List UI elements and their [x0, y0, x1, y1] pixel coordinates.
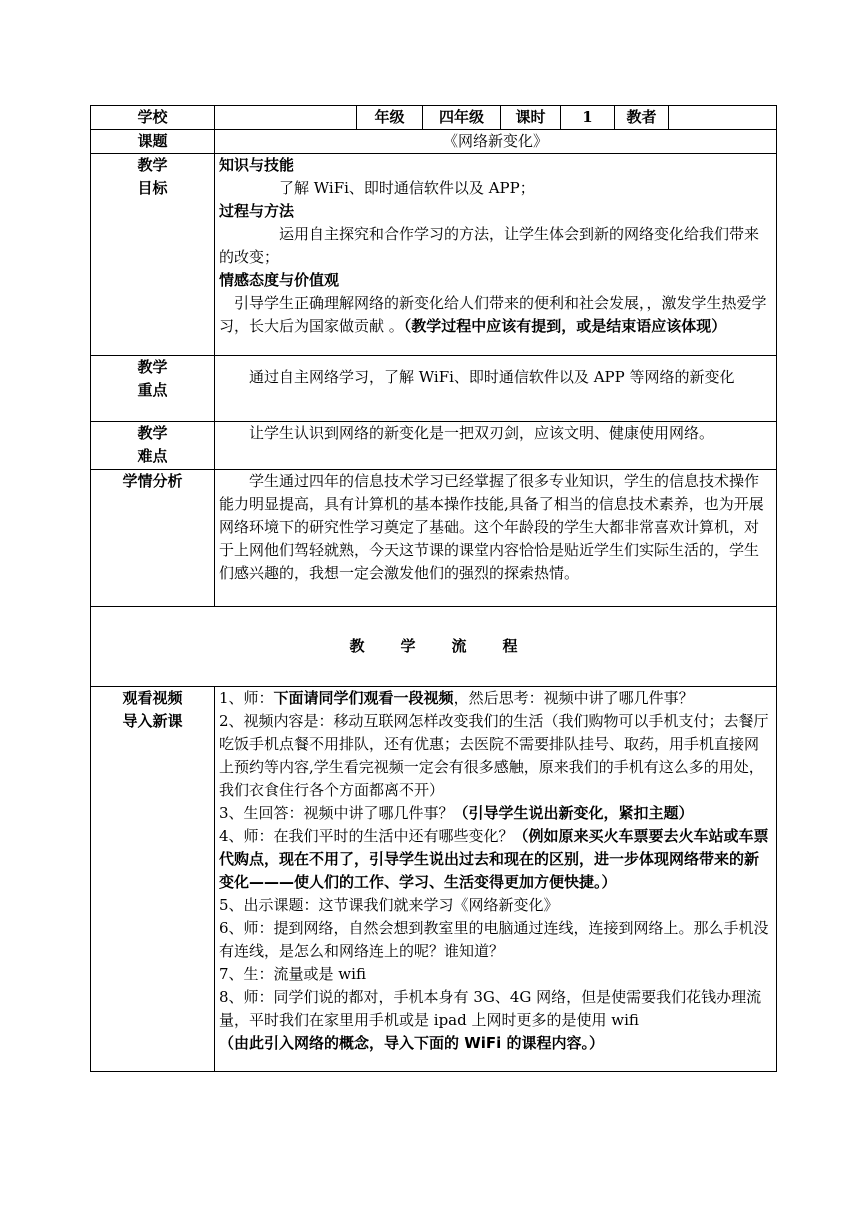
intro-step-7: 7、生：流量或是 wifi — [219, 965, 366, 983]
flow-char-4: 程 — [502, 637, 518, 655]
period-label: 课时 — [501, 106, 561, 130]
intro-content — [215, 687, 777, 1072]
school-label: 学校 — [91, 106, 215, 130]
intro-step-3: 3、生回答：视频中讲了哪几件事？（引导学生说出新变化，紧扣主题） — [219, 804, 694, 822]
header-row — [91, 106, 777, 130]
flow-title — [91, 607, 777, 687]
period-value: 1 — [561, 106, 615, 130]
intro-step-5: 5、出示课题：这节课我们就来学习《网络新变化》 — [219, 896, 559, 914]
goals-process-text: 运用自主探究和合作学习的方法，让学生体会到新的网络变化给我们带来的改变； — [219, 225, 760, 266]
goals-attitude-text: 引导学生正确理解网络的新变化给人们带来的便利和社会发展，，激发学生热爱学习，长大后为国家做贡献 。（教学过程中应该有提到，或是结束语应该体现） — [219, 294, 767, 335]
analysis-text: 学生通过四年的信息技术学习已经掌握了很多专业知识，学生的信息技术操作能力明显提高，具有计算机的基本操作技能,具备了相当的信息技术素养，也为开展网络环境下的研究性学习奠定了基础。这个年龄段的学生大都非常喜欢计算机，对于上网他们驾轻就熟，今天这节课的课堂内容恰恰是贴近学生们实际生活的，学生们感兴趣的，我想一定会激发他们的强烈的探索热情。 — [219, 472, 764, 582]
analysis-row — [91, 470, 777, 607]
flow-title-row — [91, 607, 777, 687]
goals-label — [91, 154, 215, 356]
grade-value: 四年级 — [423, 106, 501, 130]
difficulty-text: 让学生认识到网络的新变化是一把双刃剑，应该文明、健康使用网络。 — [249, 424, 715, 442]
difficulty-label-line2: 难点 — [137, 447, 168, 465]
intro-label — [91, 687, 215, 1072]
intro-label-line2: 导入新课 — [122, 712, 183, 730]
focus-text: 通过自主网络学习，了解 WiFi、即时通信软件以及 APP 等网络的新变化 — [249, 368, 735, 386]
focus-label-line2: 重点 — [137, 381, 168, 399]
difficulty-row — [91, 422, 777, 470]
analysis-label: 学情分析 — [91, 470, 215, 607]
lesson-plan-table — [90, 105, 777, 1072]
goals-content — [215, 154, 777, 356]
flow-char-1: 教 — [349, 637, 365, 655]
teacher-label: 教者 — [615, 106, 669, 130]
goals-row — [91, 154, 777, 356]
intro-step-6: 6、师：提到网络，自然会想到教室里的电脑通过连线，连接到网络上。那么手机没有连线，是怎么和网络连上的呢？谁知道？ — [219, 919, 769, 960]
topic-row — [91, 130, 777, 154]
intro-step-1: 1、师：下面请同学们观看一段视频，然后思考：视频中讲了哪几件事？ — [219, 689, 694, 707]
goals-label-line2: 目标 — [137, 179, 168, 197]
goals-heading-knowledge: 知识与技能 — [219, 156, 295, 174]
grade-label: 年级 — [357, 106, 423, 130]
goals-heading-attitude: 情感态度与价值观 — [219, 271, 340, 289]
goals-heading-process: 过程与方法 — [219, 202, 295, 220]
analysis-content — [215, 470, 777, 607]
goals-knowledge-text: 了解 WiFi、即时通信软件以及 APP； — [279, 179, 535, 197]
intro-step-2: 2、视频内容是：移动互联网怎样改变我们的生活（我们购物可以手机支付；去餐厅吃饭手机点餐不用排队，还有优惠；去医院不需要排队挂号、取药，用手机直接网上预约等内容,学生看完视频一定会有很多感触，原来我们的手机有这么多的用处，我们衣食住行各个方面都离不开） — [219, 712, 769, 799]
intro-step-8: 8、师：同学们说的都对，手机本身有 3G、4G 网络，但是使需要我们花钱办理流量，平时我们在家里用手机或是 ipad 上网时更多的是使用 wifi — [219, 988, 762, 1029]
focus-content — [215, 356, 777, 422]
focus-row — [91, 356, 777, 422]
intro-row — [91, 687, 777, 1072]
difficulty-label — [91, 422, 215, 470]
goals-label-line1: 教学 — [137, 156, 168, 174]
focus-label-line1: 教学 — [137, 358, 168, 376]
goals-attitude-note: （教学过程中应该有提到，或是结束语应该体现） — [403, 317, 727, 335]
teacher-value — [669, 106, 777, 130]
school-value — [215, 106, 357, 130]
intro-step-4: 4、师：在我们平时的生活中还有哪些变化？（例如原来买火车票要去火车站或车票代购点，现在不用了，引导学生说出过去和现在的区别，进一步体现网络带来的新变化———使人们的工作、学习、生活变得更加方便快捷。） — [219, 827, 769, 891]
flow-char-2: 学 — [400, 637, 416, 655]
difficulty-label-line1: 教学 — [137, 424, 168, 442]
intro-step-8-note: （由此引入网络的概念，导入下面的 WiFi 的课程内容。） — [219, 1034, 605, 1052]
difficulty-content — [215, 422, 777, 470]
focus-label — [91, 356, 215, 422]
intro-label-line1: 观看视频 — [122, 689, 183, 707]
topic-value: 《网络新变化》 — [215, 130, 777, 154]
flow-char-3: 流 — [451, 637, 467, 655]
topic-label: 课题 — [91, 130, 215, 154]
